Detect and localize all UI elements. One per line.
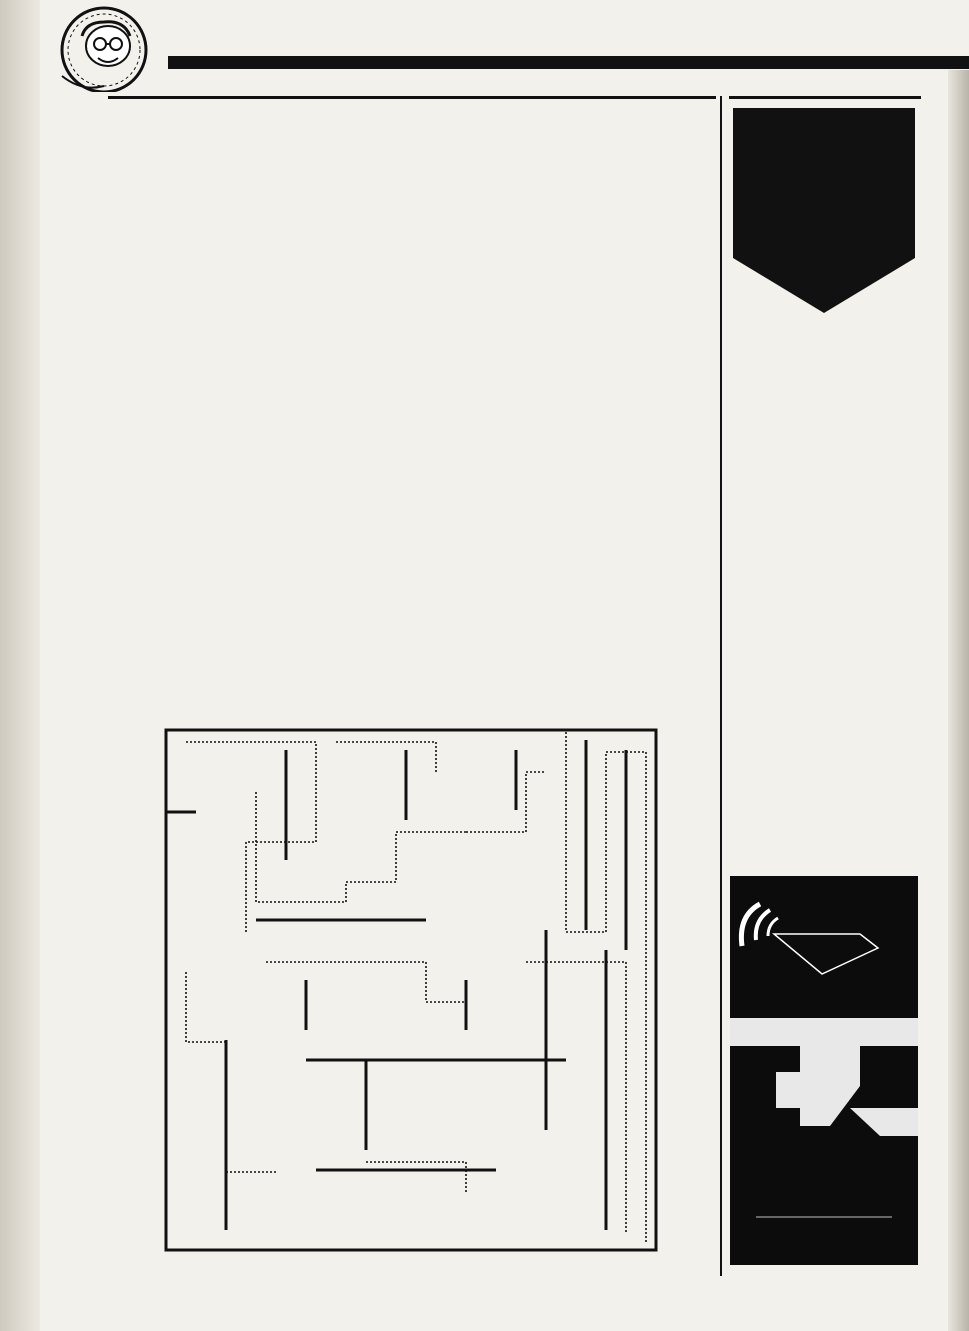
- caricature-logo: [42, 6, 174, 92]
- map-route: [186, 972, 276, 1172]
- map-route: [366, 1162, 466, 1192]
- map-route: [186, 742, 316, 932]
- sidebar-rule: [729, 96, 921, 99]
- page-binding: [0, 0, 40, 1331]
- map-route: [466, 772, 546, 832]
- map-route: [526, 962, 626, 1232]
- header-bar: [168, 56, 969, 69]
- sidebar-tips: [732, 404, 918, 410]
- advert-artwork: [730, 876, 918, 1265]
- ancipital-map: [106, 672, 726, 1272]
- page-edge: [948, 70, 969, 1331]
- map-drawing: [166, 730, 656, 1250]
- headline-rule: [108, 96, 716, 99]
- tornado-advert: [730, 876, 918, 1265]
- mini-tips-logo: [733, 108, 915, 313]
- map-route: [336, 742, 436, 772]
- map-route: [266, 962, 466, 1002]
